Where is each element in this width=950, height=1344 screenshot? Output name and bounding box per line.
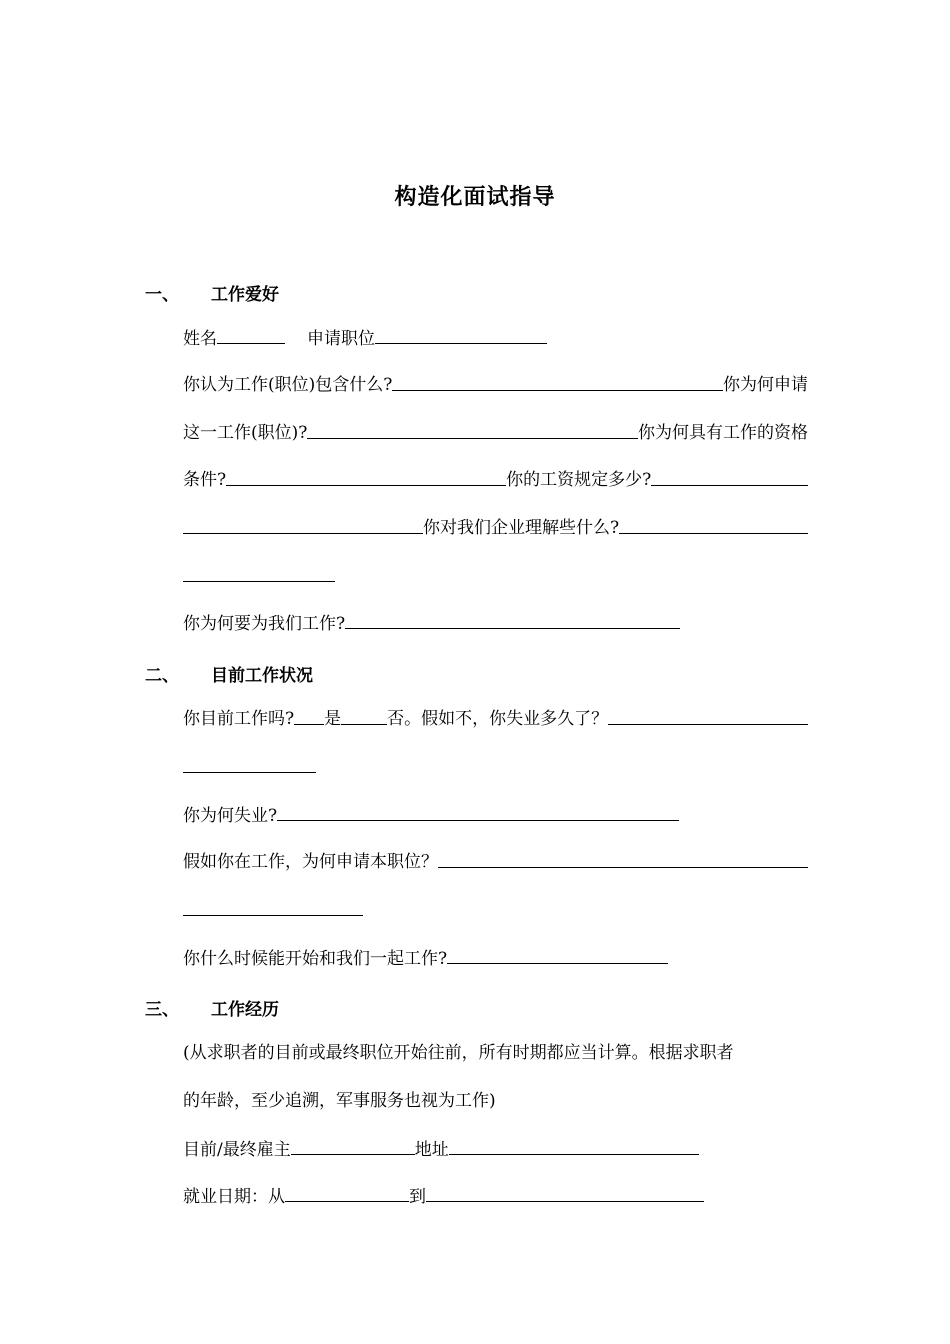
q-salary: 你的工资规定多少? [506, 470, 652, 490]
question-line-9 [183, 803, 808, 828]
section-2-heading [145, 661, 313, 686]
dates-label: 就业日期：从 [183, 1187, 285, 1207]
q-qualified-b: 条件? [183, 470, 227, 490]
question-line-12 [183, 946, 808, 971]
include-blank[interactable] [392, 373, 723, 391]
section-1-number: 一、 [145, 285, 179, 305]
date-from-blank[interactable] [285, 1184, 409, 1202]
q-qualified-a: 你为何具有工作的资格 [638, 423, 808, 443]
question-line-3 [183, 468, 808, 492]
employer-label: 目前/最终雇主 [183, 1140, 291, 1160]
q-why-apply-now: 假如你在工作，为何申请本职位？ [183, 852, 438, 872]
position-blank[interactable] [375, 326, 547, 344]
position-label: 申请职位 [307, 329, 375, 349]
section-3-title: 工作经历 [211, 1000, 279, 1020]
q-company: 你对我们企业理解些什么? [423, 518, 620, 538]
salary-blank-a[interactable] [651, 468, 808, 486]
employer-blank[interactable] [291, 1137, 415, 1155]
why-apply-blank[interactable] [307, 421, 638, 439]
address-label: 地址 [414, 1140, 449, 1160]
name-label: 姓名 [183, 329, 217, 349]
salary-blank-b[interactable] [183, 516, 423, 534]
q-unemployed-duration: 否。假如不，你失业多久了？ [387, 709, 609, 729]
q-why-apply-b: 这一工作(职位)? [183, 423, 308, 443]
q-start: 你什么时候能开始和我们一起工作? [183, 949, 448, 969]
to-label: 到 [409, 1187, 426, 1207]
section-1-heading [145, 280, 279, 305]
note-line-1 [183, 1041, 808, 1065]
yes-label: 是 [324, 709, 342, 729]
why-apply-now-blank-b[interactable] [183, 898, 363, 916]
name-position-line [183, 326, 808, 351]
company-blank-a[interactable] [619, 516, 808, 534]
work-history-note-b: 的年龄，至少追溯，军事服务也视为工作) [183, 1091, 496, 1111]
section-2-title: 目前工作状况 [211, 666, 313, 686]
question-line-10 [183, 850, 808, 874]
unemployed-blank-b[interactable] [183, 755, 316, 773]
no-blank[interactable] [341, 707, 387, 725]
note-line-2 [183, 1089, 808, 1113]
dates-line [183, 1184, 808, 1209]
q-why-us: 你为何要为我们工作? [183, 614, 346, 634]
work-history-note-a: (从求职者的目前或最终职位开始往前，所有时期都应当计算。根据求职者 [183, 1043, 734, 1063]
yes-blank[interactable] [294, 707, 324, 725]
q-why-apply-a: 你为何申请 [723, 375, 808, 395]
question-line-5 [183, 564, 808, 589]
address-blank[interactable] [449, 1137, 699, 1155]
question-line-11 [183, 898, 808, 923]
question-line-4 [183, 516, 808, 540]
start-blank[interactable] [447, 946, 668, 964]
company-blank-b[interactable] [183, 564, 335, 582]
document-title: 构造化面试指导 [394, 184, 556, 210]
question-line-1 [183, 373, 808, 397]
section-3-number: 三、 [145, 1000, 179, 1020]
q-include: 你认为工作(职位)包含什么? [183, 375, 393, 395]
why-unemployed-blank[interactable] [277, 803, 679, 821]
name-blank[interactable] [217, 326, 285, 344]
employer-line [183, 1137, 808, 1162]
why-us-blank[interactable] [345, 611, 680, 629]
date-to-blank[interactable] [426, 1184, 704, 1202]
question-line-8 [183, 755, 808, 780]
section-3-heading [145, 995, 279, 1020]
q-why-unemployed: 你为何失业? [183, 806, 278, 826]
question-line-6 [183, 611, 808, 636]
qualified-blank[interactable] [226, 468, 506, 486]
question-line-7 [183, 707, 808, 731]
section-2-number: 二、 [145, 666, 179, 686]
section-1-title: 工作爱好 [211, 285, 279, 305]
q-working: 你目前工作吗? [183, 709, 295, 729]
question-line-2 [183, 421, 808, 445]
why-apply-now-blank-a[interactable] [438, 850, 808, 868]
unemployed-blank-a[interactable] [608, 707, 808, 725]
